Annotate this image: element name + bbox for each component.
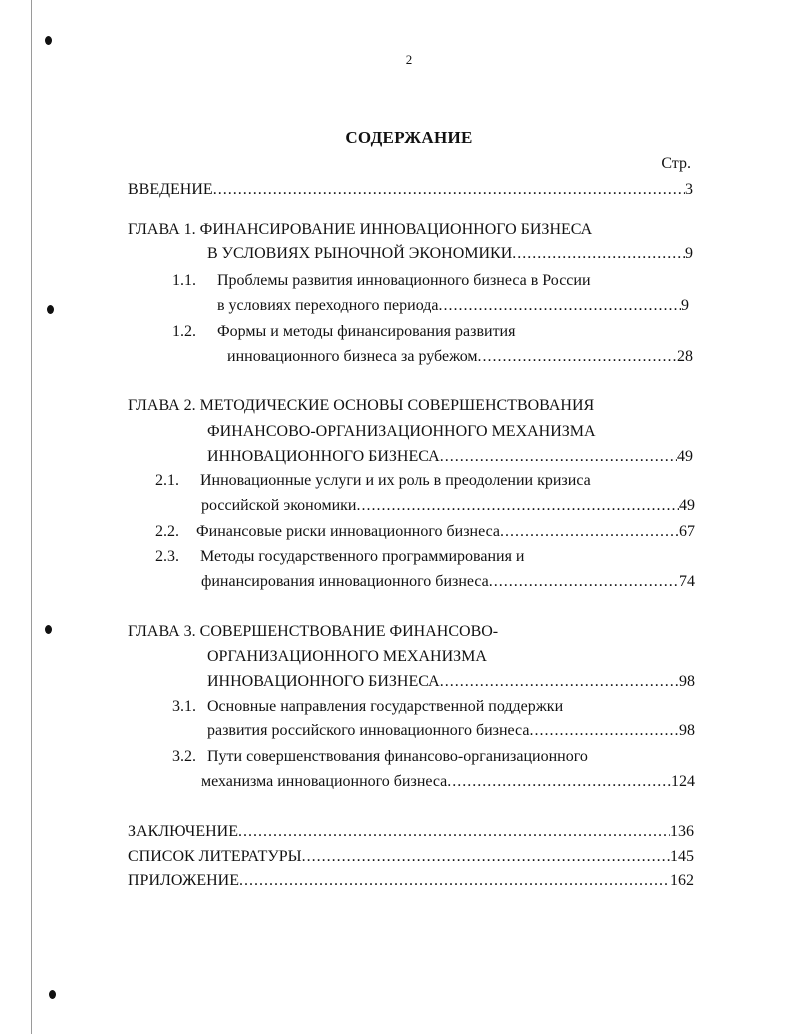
section-2-1-title-line-1: Инновационные услуги и их роль в преодолении кризиса	[200, 472, 591, 489]
toc-page-number: 98	[679, 673, 695, 690]
chapter-3-title-line-1: ГЛАВА 3. СОВЕРШЕНСТВОВАНИЕ ФИНАНСОВО-	[128, 623, 499, 640]
leader-dots	[512, 243, 685, 265]
section-3-1-title-line-2	[207, 720, 695, 742]
leader-dots	[529, 720, 679, 742]
toc-entry-label: ПРИЛОЖЕНИЕ	[128, 872, 240, 889]
leader-dots	[489, 571, 679, 593]
toc-entry-label: ИННОВАЦИОННОГО БИЗНЕСА	[207, 448, 440, 465]
leader-dots	[213, 179, 685, 201]
leader-dots	[302, 846, 670, 868]
punch-hole-mark	[45, 625, 52, 634]
chapter-3-title-line-3	[207, 671, 695, 693]
page-column-label: Стр.	[661, 155, 691, 172]
leader-dots	[239, 870, 670, 892]
toc-entry-bibliography	[128, 846, 694, 868]
leader-dots	[500, 521, 679, 543]
leader-dots	[238, 821, 670, 843]
toc-entry-label: в условиях переходного периода	[217, 297, 439, 314]
leader-dots	[440, 446, 677, 468]
chapter-1-title-line-2	[207, 243, 693, 265]
toc-entry-label: развития российского инновационного бизнеса	[207, 722, 530, 739]
chapter-2-title-line-3	[207, 446, 693, 468]
toc-entry-label: ИННОВАЦИОННОГО БИЗНЕСА	[207, 673, 440, 690]
toc-page-number: 136	[670, 823, 694, 840]
leader-dots	[356, 495, 679, 517]
toc-page-number: 9	[685, 245, 693, 262]
leader-dots	[438, 295, 681, 317]
toc-entry-label: В УСЛОВИЯХ РЫНОЧНОЙ ЭКОНОМИКИ	[207, 245, 513, 262]
toc-entry-conclusion	[128, 821, 694, 843]
leader-dots	[440, 671, 679, 693]
toc-entry-label: инновационного бизнеса за рубежом	[227, 348, 478, 365]
toc-entry-appendix	[128, 870, 694, 892]
section-3-2-title-line-1: Пути совершенствования финансово-организационного	[207, 748, 588, 765]
toc-page-number: 124	[671, 773, 695, 790]
toc-entry-label: ЗАКЛЮЧЕНИЕ	[128, 823, 238, 840]
chapter-2-title-line-2: ФИНАНСОВО-ОРГАНИЗАЦИОННОГО МЕХАНИЗМА	[207, 423, 596, 440]
toc-page-number: 98	[679, 722, 695, 739]
section-number: 1.1.	[172, 272, 196, 289]
toc-page-number: 28	[677, 348, 693, 365]
section-number: 3.2.	[172, 748, 196, 765]
toc-entry-label: Финансовые риски инновационного бизнеса	[196, 523, 500, 540]
section-number: 1.2.	[172, 323, 196, 340]
section-1-2-title-line-1: Формы и методы финансирования развития	[217, 323, 516, 340]
section-number: 2.2.	[155, 523, 179, 540]
section-number: 3.1.	[172, 698, 196, 715]
section-2-2-title	[196, 521, 695, 543]
toc-entry-intro	[128, 179, 693, 201]
toc-page-number: 74	[679, 573, 695, 590]
section-2-3-title-line-2	[201, 571, 695, 593]
toc-entry-label: СПИСОК ЛИТЕРАТУРЫ	[128, 848, 302, 865]
toc-page-number: 67	[679, 523, 695, 540]
toc-entry-label: финансирования инновационного бизнеса	[201, 573, 489, 590]
page-number: 2	[405, 52, 413, 67]
section-number: 2.1.	[155, 472, 179, 489]
section-1-1-title-line-2	[217, 295, 689, 317]
punch-hole-mark	[49, 990, 56, 999]
toc-page-number: 3	[685, 181, 693, 198]
chapter-1-title-line-1: ГЛАВА 1. ФИНАНСИРОВАНИЕ ИННОВАЦИОННОГО БИЗНЕСА	[128, 221, 593, 238]
toc-page-number: 49	[679, 497, 695, 514]
toc-page-number: 9	[681, 297, 689, 314]
punch-hole-mark	[47, 305, 54, 314]
section-2-1-title-line-2	[201, 495, 695, 517]
section-number: 2.3.	[155, 548, 179, 565]
toc-page-number: 145	[670, 848, 694, 865]
chapter-2-title-line-1: ГЛАВА 2. МЕТОДИЧЕСКИЕ ОСНОВЫ СОВЕРШЕНСТВОВАНИЯ	[128, 397, 595, 414]
section-3-1-title-line-1: Основные направления государственной поддержки	[207, 698, 564, 715]
section-1-1-title-line-1: Проблемы развития инновационного бизнеса в России	[217, 272, 591, 289]
scan-binding-edge	[31, 0, 32, 1034]
toc-entry-label: ВВЕДЕНИЕ	[128, 181, 213, 198]
section-1-2-title-line-2	[227, 346, 693, 368]
leader-dots	[447, 771, 671, 793]
section-3-2-title-line-2	[201, 771, 695, 793]
toc-entry-label: российской экономики	[201, 497, 357, 514]
page-title: СОДЕРЖАНИЕ	[345, 128, 473, 147]
punch-hole-mark	[45, 36, 52, 45]
section-2-3-title-line-1: Методы государственного программирования и	[200, 548, 525, 565]
toc-page-number: 49	[677, 448, 693, 465]
leader-dots	[478, 346, 677, 368]
toc-entry-label: механизма инновационного бизнеса	[201, 773, 448, 790]
toc-page-number: 162	[670, 872, 694, 889]
chapter-3-title-line-2: ОРГАНИЗАЦИОННОГО МЕХАНИЗМА	[207, 648, 487, 665]
